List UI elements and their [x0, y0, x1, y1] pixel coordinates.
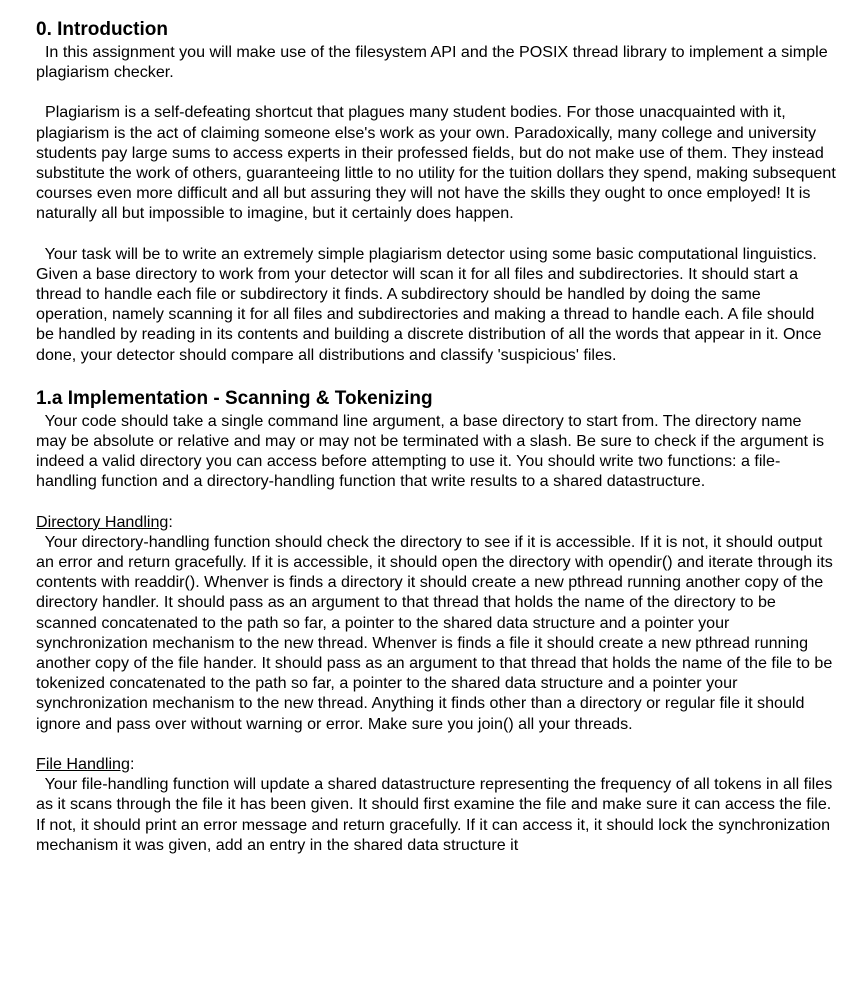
impl-paragraph-1-text: Your code should take a single command line argument, a base directory to start from. The directory name may be absolute or relative and may or may not be terminated with a slash. Be sure to check if the argument is indeed a valid directory you can access before attempting to use it. You should write two functions: a file-handling function and a directory-handling function that write results to a shared datastructure. — [36, 411, 825, 491]
intro-paragraph-2 — [36, 102, 836, 223]
directory-handling-text: Your directory-handling function should check the directory to see if it is accessible. If it is not, it should output an error and return gracefully. If it is accessible, it should open the directory with opendir() and iterate through its contents with readdir(). Whenver is finds a directory it should create a new pthread running another copy of the directory handler. It should pass as an argument to that thread that holds the name of the directory to be scanned concatenated to the path so far, a pointer to the shared data structure and a pointer your synchronization mechanism to the new thread. Whenver is finds a file it should create a new pthread running another copy of the file hander. It should pass as an argument to that thread that holds the name of the file to be tokenized concatenated to the path so far, a pointer to the shared data structure and a pointer your synchronization mechanism to the new thread. Anything it finds other than a directory or regular file it should ignore and pass over without warning or error. Make sure you join() all your threads. — [36, 532, 833, 733]
intro-paragraph-3-text: Your task will be to write an extremely simple plagiarism detector using some basic computational linguistics. Given a base directory to work from your detector will scan it for all files and subdirectories. It should start a thread to handle each file or subdirectory it finds. A subdirectory should be handled by doing the same operation, namely scanning it for all files and subdirectories and making a thread to handle each. A file should be handled by reading in its contents and building a discrete distribution of all the words that appear in it. Once done, your detector should compare all distributions and classify 'suspicious' files. — [36, 244, 822, 364]
directory-handling-label-line: Directory Handling: — [36, 512, 173, 531]
intro-paragraph-3 — [36, 244, 836, 365]
file-handling-label: File Handling — [36, 754, 130, 773]
section-spacer — [36, 365, 836, 387]
intro-paragraph-1-text: In this assignment you will make use of the filesystem API and the POSIX thread library to implement a simple plagiarism checker. — [36, 43, 828, 82]
file-handling-paragraph — [36, 774, 836, 855]
intro-paragraph-1 — [36, 42, 836, 82]
impl-paragraph-1 — [36, 411, 836, 492]
section-heading-implementation: 1.a Implementation - Scanning & Tokenizing — [36, 387, 433, 409]
directory-handling-label: Directory Handling — [36, 512, 169, 531]
section-heading-introduction: 0. Introduction — [36, 19, 168, 40]
file-handling-text: Your file-handling function will update a shared datastructure representing the frequency of all tokens in all files as it scans through the file it has been given. It should first examine the file and make sure it can access the file. If not, it should print an error message and return gracefully. If it can access it, it should lock the synchronization mechanism it was given, add an entry in the shared data structure it — [36, 775, 833, 854]
paragraph-spacer — [36, 492, 836, 512]
paragraph-spacer — [36, 82, 836, 102]
intro-paragraph-2-text: Plagiarism is a self-defeating shortcut that plagues many student bodies. For those unacquainted with it, plagiarism is the act of claiming someone else's work as your own. Paradoxically, many college and university students pay large sums to access experts in their professed fields, but do not make use of them. They instead substitute the work of others, guaranteeing little to no utility for the tuition dollars they spend, making subsequent courses even more difficult and all but assuring they will not have the skills they ought to once employed! It is naturally all but impossible to imagine, but it certainly does happen. — [36, 103, 836, 223]
document-body — [36, 18, 836, 855]
file-handling-label-line: File Handling: — [36, 754, 135, 773]
paragraph-spacer — [36, 734, 836, 754]
directory-handling-paragraph — [36, 532, 836, 734]
paragraph-spacer — [36, 224, 836, 244]
